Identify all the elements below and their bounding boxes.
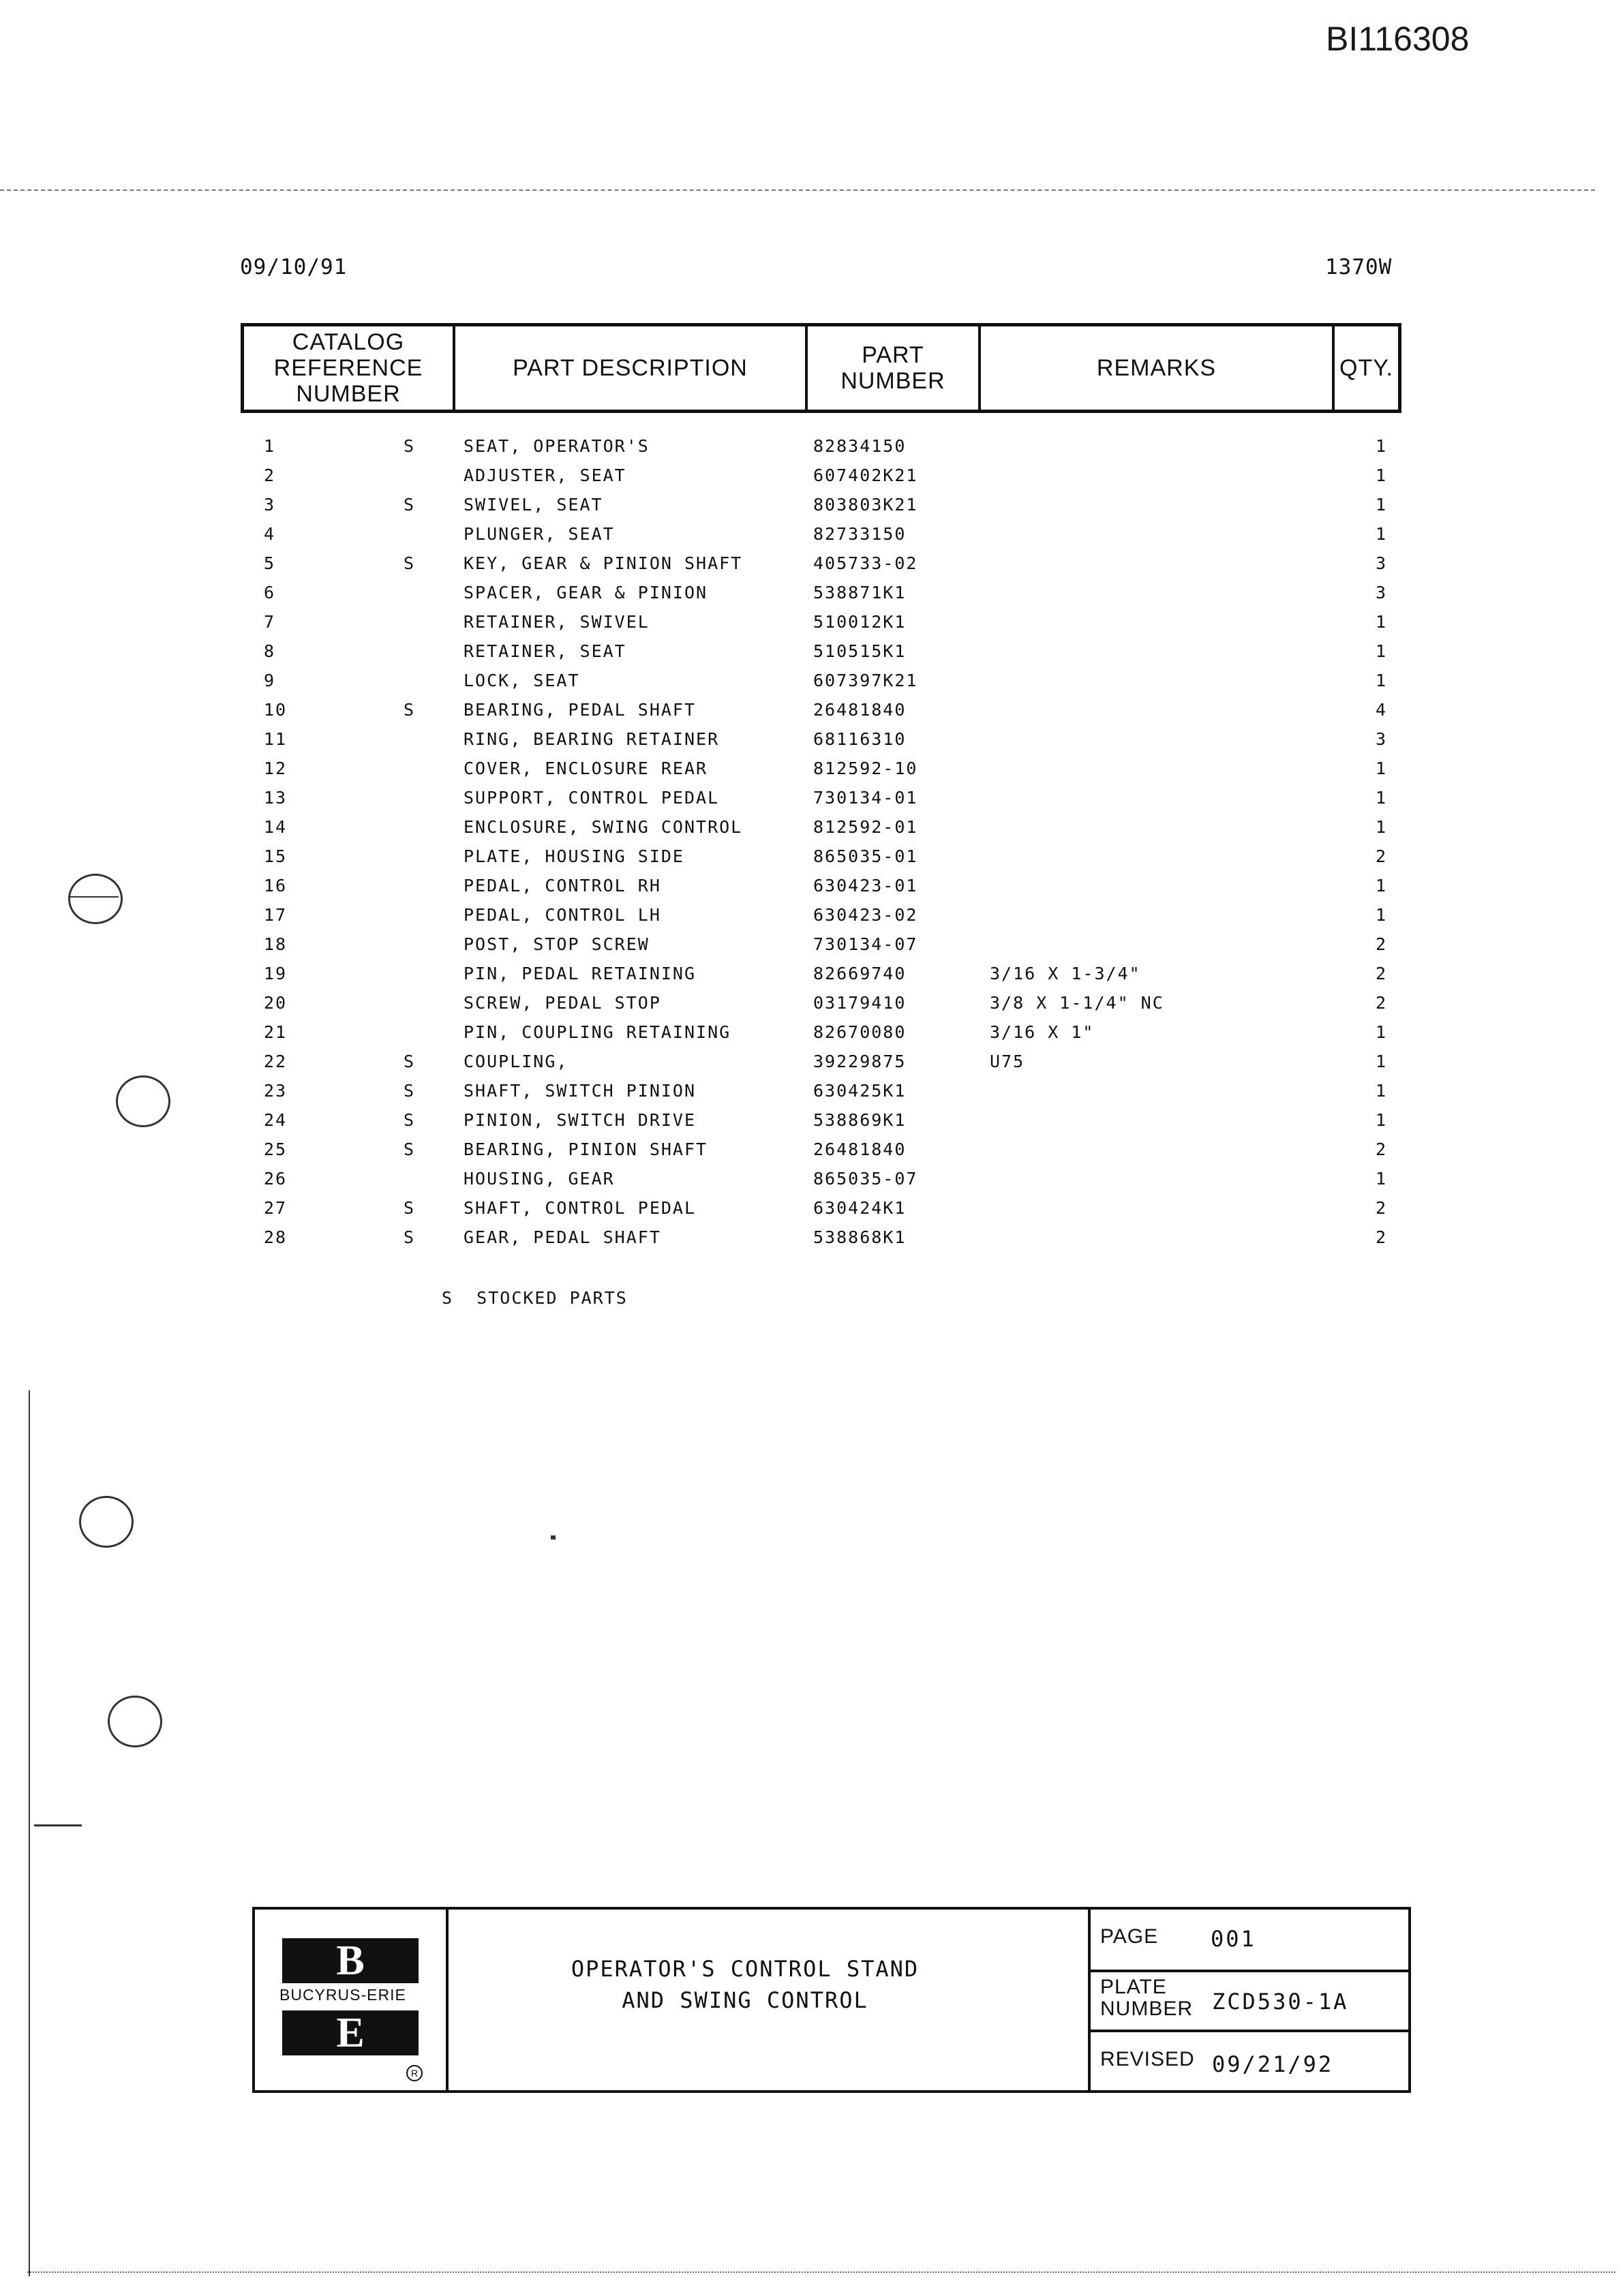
table-row xyxy=(0,637,1623,667)
part-number: 510012K1 xyxy=(813,612,907,632)
table-row xyxy=(0,930,1623,960)
part-number: 865035-07 xyxy=(813,1169,918,1189)
table-row xyxy=(0,1223,1623,1253)
part-number: 630423-01 xyxy=(813,876,918,896)
table-row xyxy=(0,1106,1623,1135)
catalog-ref: 8 xyxy=(264,641,276,661)
quantity: 1 xyxy=(1376,524,1388,544)
quantity: 2 xyxy=(1376,934,1388,954)
header-catalog-ref: CATALOG REFERENCE NUMBER xyxy=(273,329,423,407)
catalog-ref: 5 xyxy=(264,553,276,573)
parts-table-header xyxy=(241,323,1401,413)
bottom-scan-edge xyxy=(27,2271,1616,2273)
part-description: SUPPORT, CONTROL PEDAL xyxy=(464,788,720,808)
catalog-ref: 17 xyxy=(264,905,288,925)
part-description: PIN, PEDAL RETAINING xyxy=(464,964,697,983)
quantity: 1 xyxy=(1376,759,1388,778)
catalog-ref: 21 xyxy=(264,1022,288,1042)
catalog-ref: 9 xyxy=(264,671,276,690)
binder-hole xyxy=(68,874,123,924)
table-row xyxy=(0,1165,1623,1194)
part-number: 812592-01 xyxy=(813,817,918,837)
catalog-ref: 4 xyxy=(264,524,276,544)
logo-company-name: BUCYRUS-ERIE xyxy=(279,1986,406,2004)
catalog-ref: 6 xyxy=(264,583,276,602)
part-number: 82834150 xyxy=(813,436,907,456)
binder-hole xyxy=(79,1496,134,1548)
quantity: 1 xyxy=(1376,788,1388,808)
part-number: 538871K1 xyxy=(813,583,907,602)
revised-label: REVISED xyxy=(1100,2048,1195,2070)
remarks: 3/16 X 1-3/4" xyxy=(990,964,1141,983)
stocked-parts-legend xyxy=(442,1288,628,1308)
quantity: 1 xyxy=(1376,495,1388,515)
table-row xyxy=(0,461,1623,491)
quantity: 2 xyxy=(1376,1139,1388,1159)
binder-hole-mark xyxy=(68,896,119,898)
part-description: PINION, SWITCH DRIVE xyxy=(464,1110,697,1130)
part-description: SEAT, OPERATOR'S xyxy=(464,436,650,456)
part-number: 82670080 xyxy=(813,1022,907,1042)
quantity: 1 xyxy=(1376,817,1388,837)
quantity: 2 xyxy=(1376,964,1388,983)
part-number: 03179410 xyxy=(813,993,907,1013)
table-row xyxy=(0,1135,1623,1165)
part-number: 630423-02 xyxy=(813,905,918,925)
table-row xyxy=(0,813,1623,842)
header-remarks: REMARKS xyxy=(978,326,1332,410)
part-number: 405733-02 xyxy=(813,553,918,573)
header-description: PART DESCRIPTION xyxy=(453,326,805,410)
quantity: 3 xyxy=(1376,553,1388,573)
catalog-ref: 7 xyxy=(264,612,276,632)
table-row xyxy=(0,960,1623,989)
table-row xyxy=(0,579,1623,608)
page-label: PAGE xyxy=(1100,1925,1159,1948)
quantity: 1 xyxy=(1376,876,1388,896)
table-row xyxy=(0,901,1623,930)
quantity: 1 xyxy=(1376,1110,1388,1130)
quantity: 1 xyxy=(1376,1169,1388,1189)
catalog-ref: 15 xyxy=(264,846,288,866)
quantity: 1 xyxy=(1376,1052,1388,1071)
table-row xyxy=(0,667,1623,696)
document-id: BI116308 xyxy=(1326,20,1470,58)
catalog-ref: 2 xyxy=(264,465,276,485)
binder-hole xyxy=(116,1075,170,1127)
catalog-ref: 28 xyxy=(264,1227,288,1247)
table-row xyxy=(0,491,1623,520)
table-row xyxy=(0,784,1623,813)
catalog-ref: 24 xyxy=(264,1110,288,1130)
part-description: PIN, COUPLING RETAINING xyxy=(464,1022,731,1042)
catalog-ref: 19 xyxy=(264,964,288,983)
remarks: U75 xyxy=(990,1052,1025,1071)
part-description: POST, STOP SCREW xyxy=(464,934,650,954)
stocked-flag: S xyxy=(404,1052,416,1071)
part-description: SHAFT, SWITCH PINION xyxy=(464,1081,697,1101)
table-row xyxy=(0,1194,1623,1223)
table-row xyxy=(0,696,1623,725)
company-logo xyxy=(255,1910,449,2090)
catalog-ref: 13 xyxy=(264,788,288,808)
table-row xyxy=(0,842,1623,872)
part-number: 82733150 xyxy=(813,524,907,544)
stocked-flag: S xyxy=(404,553,416,573)
legend-text: STOCKED PARTS xyxy=(476,1288,628,1308)
logo-letter-e: E xyxy=(282,2010,419,2055)
part-description: GEAR, PEDAL SHAFT xyxy=(464,1227,661,1247)
catalog-ref: 18 xyxy=(264,934,288,954)
stocked-flag: S xyxy=(404,1081,416,1101)
header-qty: QTY. xyxy=(1332,326,1398,410)
catalog-ref: 11 xyxy=(264,729,288,749)
margin-mark xyxy=(34,1824,82,1826)
catalog-ref: 23 xyxy=(264,1081,288,1101)
quantity: 3 xyxy=(1376,583,1388,602)
part-number: 803803K21 xyxy=(813,495,918,515)
page-value: 001 xyxy=(1211,1926,1256,1952)
registered-mark-icon: R xyxy=(406,2065,423,2081)
part-description: KEY, GEAR & PINION SHAFT xyxy=(464,553,743,573)
quantity: 4 xyxy=(1376,700,1388,720)
part-number: 630424K1 xyxy=(813,1198,907,1218)
table-row xyxy=(0,989,1623,1018)
part-description: PLUNGER, SEAT xyxy=(464,524,615,544)
part-number: 538868K1 xyxy=(813,1227,907,1247)
part-number: 26481840 xyxy=(813,1139,907,1159)
quantity: 1 xyxy=(1376,641,1388,661)
plate-number-field xyxy=(1091,1970,1411,2030)
catalog-ref: 26 xyxy=(264,1169,288,1189)
revised-value: 09/21/92 xyxy=(1212,2051,1334,2077)
catalog-ref: 14 xyxy=(264,817,288,837)
part-description: BEARING, PEDAL SHAFT xyxy=(464,700,697,720)
quantity: 2 xyxy=(1376,1227,1388,1247)
stocked-flag: S xyxy=(404,700,416,720)
title-block xyxy=(252,1907,1411,2093)
legend-symbol: S xyxy=(442,1288,454,1308)
part-number: 812592-10 xyxy=(813,759,918,778)
header-divider xyxy=(0,189,1595,191)
part-number: 39229875 xyxy=(813,1052,907,1071)
table-row xyxy=(0,549,1623,579)
revised-field xyxy=(1091,2030,1411,2090)
part-number: 26481840 xyxy=(813,700,907,720)
stocked-flag: S xyxy=(404,1198,416,1218)
table-row xyxy=(0,432,1623,461)
part-description: SCREW, PEDAL STOP xyxy=(464,993,661,1013)
quantity: 2 xyxy=(1376,846,1388,866)
part-number: 630425K1 xyxy=(813,1081,907,1101)
binder-hole xyxy=(108,1696,162,1747)
part-number: 607402K21 xyxy=(813,465,918,485)
title-block-fields xyxy=(1088,1910,1411,2090)
catalog-ref: 3 xyxy=(264,495,276,515)
plate-number-value: ZCD530-1A xyxy=(1212,1989,1349,2015)
plate-code: 1370W xyxy=(1325,255,1393,279)
stocked-flag: S xyxy=(404,1110,416,1130)
page-field xyxy=(1091,1910,1411,1970)
quantity: 2 xyxy=(1376,993,1388,1013)
catalog-ref: 25 xyxy=(264,1139,288,1159)
catalog-ref: 20 xyxy=(264,993,288,1013)
left-edge-line xyxy=(29,1390,30,2276)
table-row xyxy=(0,520,1623,549)
part-number: 730134-01 xyxy=(813,788,918,808)
catalog-ref: 22 xyxy=(264,1052,288,1071)
part-number: 607397K21 xyxy=(813,671,918,690)
stocked-flag: S xyxy=(404,436,416,456)
quantity: 2 xyxy=(1376,1198,1388,1218)
quantity: 1 xyxy=(1376,465,1388,485)
part-description: BEARING, PINION SHAFT xyxy=(464,1139,708,1159)
quantity: 1 xyxy=(1376,1081,1388,1101)
quantity: 3 xyxy=(1376,729,1388,749)
table-row xyxy=(0,1077,1623,1106)
part-number: 68116310 xyxy=(813,729,907,749)
part-description: COUPLING, xyxy=(464,1052,568,1071)
quantity: 1 xyxy=(1376,436,1388,456)
table-row xyxy=(0,725,1623,754)
plate-number-label: PLATE NUMBER xyxy=(1100,1976,1194,2020)
part-description: LOCK, SEAT xyxy=(464,671,580,690)
quantity: 1 xyxy=(1376,1022,1388,1042)
part-number: 865035-01 xyxy=(813,846,918,866)
remarks: 3/16 X 1" xyxy=(990,1022,1095,1042)
part-description: SPACER, GEAR & PINION xyxy=(464,583,708,602)
catalog-ref: 16 xyxy=(264,876,288,896)
table-row xyxy=(0,1047,1623,1077)
part-description: HOUSING, GEAR xyxy=(464,1169,615,1189)
part-number: 730134-07 xyxy=(813,934,918,954)
table-row xyxy=(0,608,1623,637)
stocked-flag: S xyxy=(404,495,416,515)
stocked-flag: S xyxy=(404,1139,416,1159)
header-part-number: PART NUMBER xyxy=(805,326,978,410)
stocked-flag: S xyxy=(404,1227,416,1247)
catalog-ref: 1 xyxy=(264,436,276,456)
catalog-ref: 12 xyxy=(264,759,288,778)
table-row xyxy=(0,754,1623,784)
quantity: 1 xyxy=(1376,671,1388,690)
catalog-ref: 27 xyxy=(264,1198,288,1218)
part-description: RETAINER, SEAT xyxy=(464,641,626,661)
part-number: 82669740 xyxy=(813,964,907,983)
part-description: ENCLOSURE, SWING CONTROL xyxy=(464,817,743,837)
part-description: COVER, ENCLOSURE REAR xyxy=(464,759,708,778)
remarks: 3/8 X 1-1/4" NC xyxy=(990,993,1164,1013)
scan-speck xyxy=(551,1535,556,1540)
part-description: ADJUSTER, SEAT xyxy=(464,465,626,485)
part-number: 538869K1 xyxy=(813,1110,907,1130)
title-line-2: AND SWING CONTROL xyxy=(622,1987,868,2013)
part-description: SHAFT, CONTROL PEDAL xyxy=(464,1198,697,1218)
part-description: PLATE, HOUSING SIDE xyxy=(464,846,684,866)
part-number: 510515K1 xyxy=(813,641,907,661)
print-date: 09/10/91 xyxy=(240,255,348,279)
part-description: RETAINER, SWIVEL xyxy=(464,612,650,632)
part-description: RING, BEARING RETAINER xyxy=(464,729,720,749)
catalog-ref: 10 xyxy=(264,700,288,720)
logo-letter-b: B xyxy=(282,1938,419,1983)
quantity: 1 xyxy=(1376,905,1388,925)
parts-list xyxy=(0,432,1623,1253)
part-description: SWIVEL, SEAT xyxy=(464,495,603,515)
part-description: PEDAL, CONTROL LH xyxy=(464,905,661,925)
table-row xyxy=(0,872,1623,901)
part-description: PEDAL, CONTROL RH xyxy=(464,876,661,896)
title-line-1: OPERATOR'S CONTROL STAND xyxy=(571,1956,920,1982)
table-row xyxy=(0,1018,1623,1047)
quantity: 1 xyxy=(1376,612,1388,632)
